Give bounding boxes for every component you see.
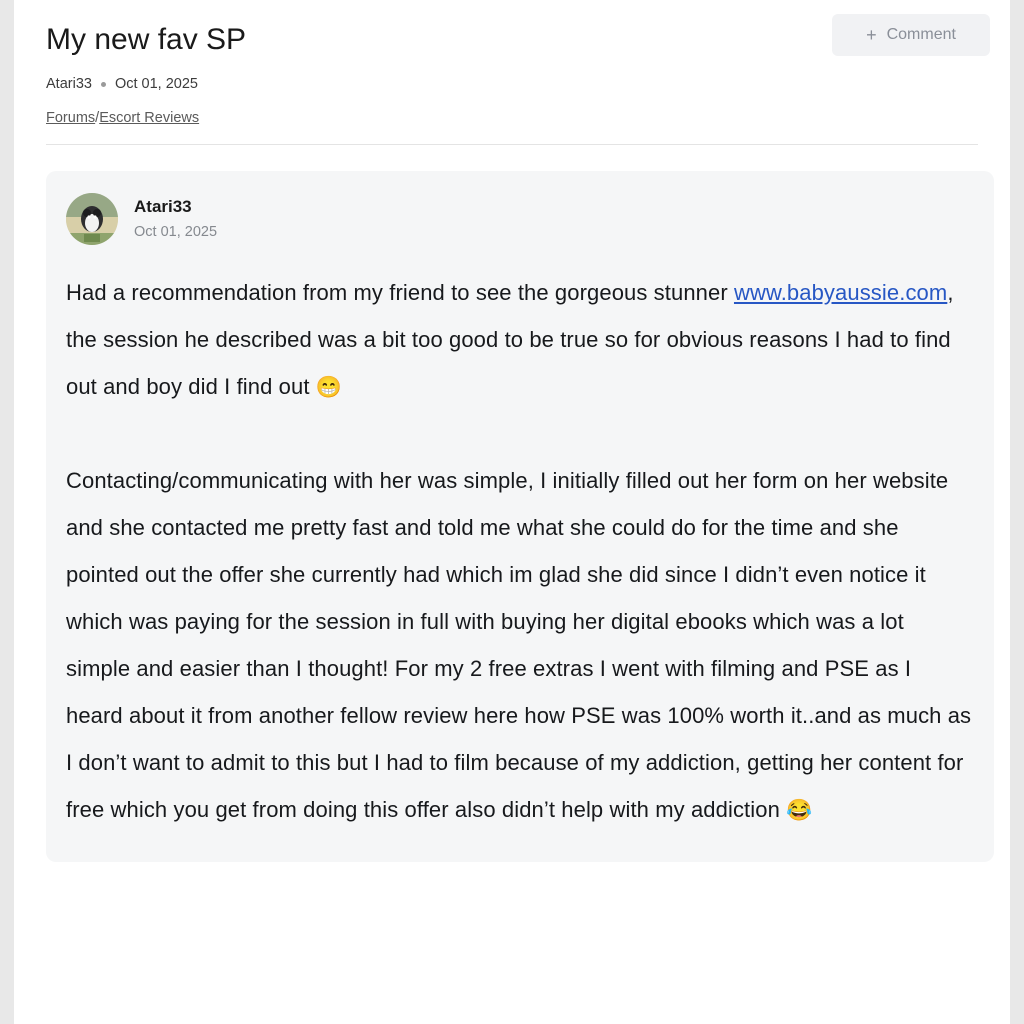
paragraph-2-text: Contacting/communicating with her was simple, I initially filled out her form on her website and she contacted me pretty fast and told me what she could do for the time and she pointed out the offer she currently had which im glad she did since I didn’t even notice it which was paying for the session in full with buying her digital ebooks which was a lot simple and easier than I thought! For my 2 free extras I went with filming and PSE as I heard about it from another fellow review here how PSE was 100% worth it..and as much as I don’t want to admit to this but I had to film because of my addiction, getting her content for free which you get from doing this offer also didn’t help with my addiction [66, 468, 972, 822]
post-header [66, 193, 974, 245]
breadcrumb [46, 110, 978, 126]
post-author-name: Atari33 [134, 197, 192, 216]
page-title: My new fav SP [46, 23, 247, 56]
post-paragraph-2 [66, 457, 974, 834]
breadcrumb-link-forums[interactable]: Forums [46, 110, 96, 126]
post-paragraph-1 [66, 269, 974, 411]
thread-meta [46, 76, 978, 92]
thread-author: Atari33 [46, 76, 92, 92]
header-divider [46, 144, 978, 145]
breadcrumb-separator: / [95, 110, 100, 126]
plus-icon: + [866, 25, 877, 45]
user-avatar-photo-icon [66, 193, 118, 245]
thread-header [14, 0, 1010, 145]
add-comment-label: Comment [886, 26, 956, 43]
thread-date: Oct 01, 2025 [114, 76, 198, 92]
paragraph-1-text-before-link: Had a recommendation from my friend to see the gorgeous stunner [66, 280, 734, 305]
breadcrumb-link-category[interactable]: Escort Reviews [99, 110, 200, 126]
thread-sheet [14, 0, 1010, 1024]
meta-separator-dot [101, 82, 106, 87]
avatar[interactable] [66, 193, 118, 245]
grin-emoji: 😁 [315, 376, 343, 399]
post-card [46, 171, 994, 862]
paragraph-1-text-after-link: , the session he described was a bit too good to be true so for obvious reasons I had to find out and boy did I find out [66, 280, 954, 399]
post-body [66, 269, 974, 834]
post-author-block [134, 193, 217, 241]
add-comment-button[interactable] [832, 14, 990, 56]
babyaussie-link[interactable]: www.babyaussie.com [733, 280, 948, 305]
post-date: Oct 01, 2025 [134, 224, 218, 240]
laugh-emoji: 😂 [786, 799, 813, 822]
